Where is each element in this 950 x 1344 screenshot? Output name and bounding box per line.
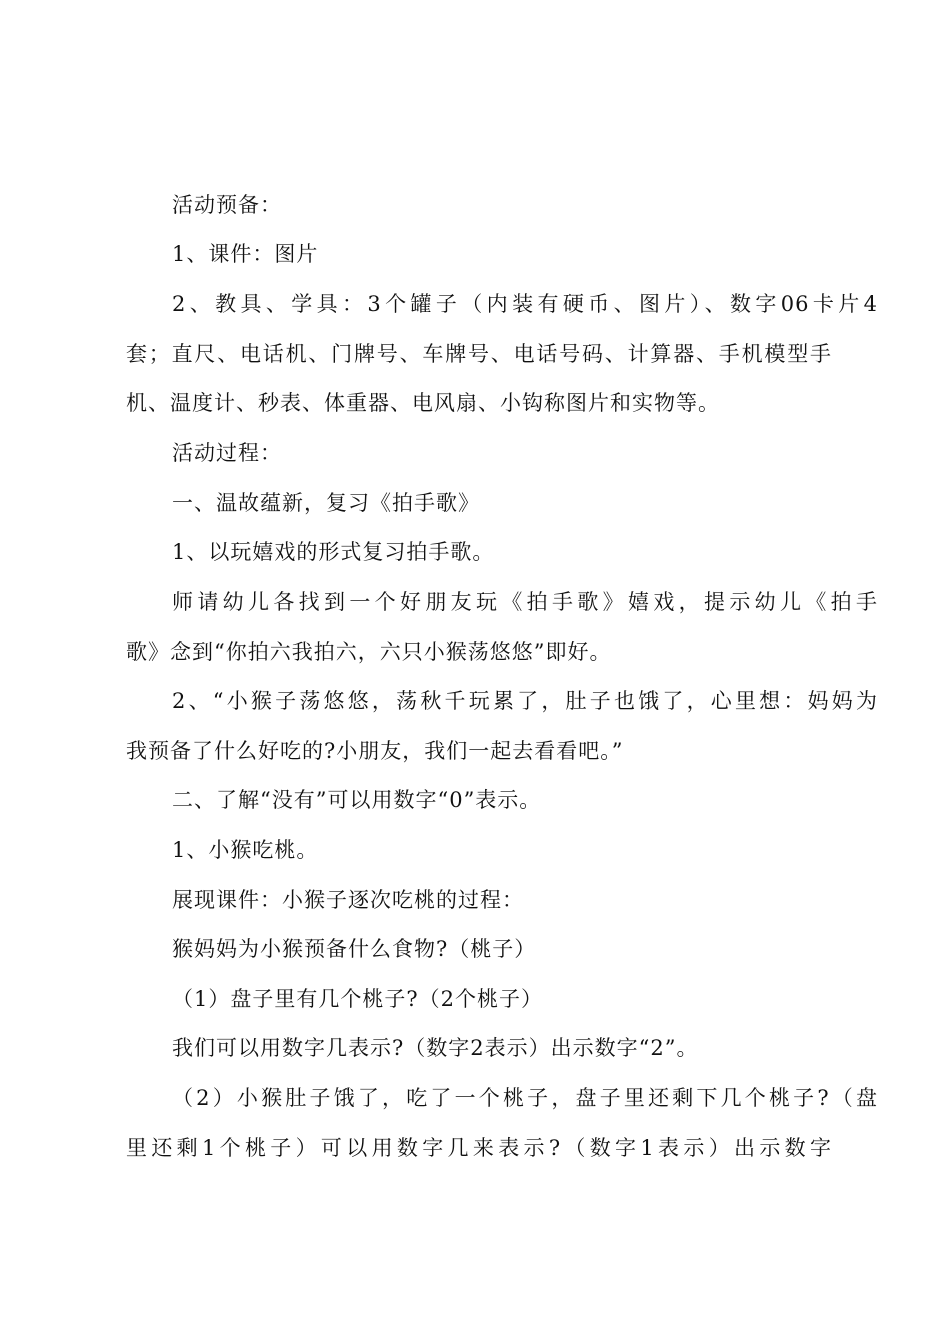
paragraph-line: 1、小猴吃桃。 <box>172 838 319 862</box>
paragraph-line: 猴妈妈为小猴预备什么食物?（桃子） <box>172 937 537 961</box>
paragraph-line: （2）小猴肚子饿了，吃了一个桃子，盘子里还剩下几个桃子?（盘 <box>172 1086 878 1110</box>
paragraph-line: 2、教具、学具：3个罐子（内装有硬币、图片）、数字06卡片4 <box>172 292 878 316</box>
paragraph-line: 师请幼儿各找到一个好朋友玩《拍手歌》嬉戏，提示幼儿《拍手 <box>172 590 878 614</box>
paragraph-line: 展现课件：小猴子逐次吃桃的过程： <box>172 888 524 912</box>
paragraph-line: （1）盘子里有几个桃子?（2个桃子） <box>172 987 543 1011</box>
section-heading: 一、温故蕴新，复习《拍手歌》 <box>172 491 480 515</box>
heading-activity-preparation: 活动预备： <box>172 193 282 217</box>
paragraph-line: 1、以玩嬉戏的形式复习拍手歌。 <box>172 540 495 564</box>
section-heading: 二、了解“没有”可以用数字“0”表示。 <box>172 788 542 812</box>
paragraph-line: 2、“小猴子荡悠悠，荡秋千玩累了，肚子也饿了，心里想：妈妈为 <box>172 689 878 713</box>
paragraph-line: 1、课件：图片 <box>172 242 319 266</box>
paragraph-line: 套；直尺、电话机、门牌号、车牌号、电话号码、计算器、手机模型手 <box>126 342 832 366</box>
paragraph-line: 机、温度计、秒表、体重器、电风扇、小钩称图片和实物等。 <box>126 391 720 415</box>
heading-activity-process: 活动过程： <box>172 441 282 465</box>
paragraph-line: 我预备了什么好吃的?小朋友，我们一起去看看吧。” <box>126 739 624 763</box>
paragraph-line: 歌》念到“你拍六我拍六，六只小猴荡悠悠”即好。 <box>126 640 612 664</box>
paragraph-line: 我们可以用数字几表示?（数字2表示）出示数字“2”。 <box>172 1036 699 1060</box>
paragraph-line: 里还剩1个桃子）可以用数字几来表示?（数字1表示）出示数字 <box>126 1136 832 1160</box>
